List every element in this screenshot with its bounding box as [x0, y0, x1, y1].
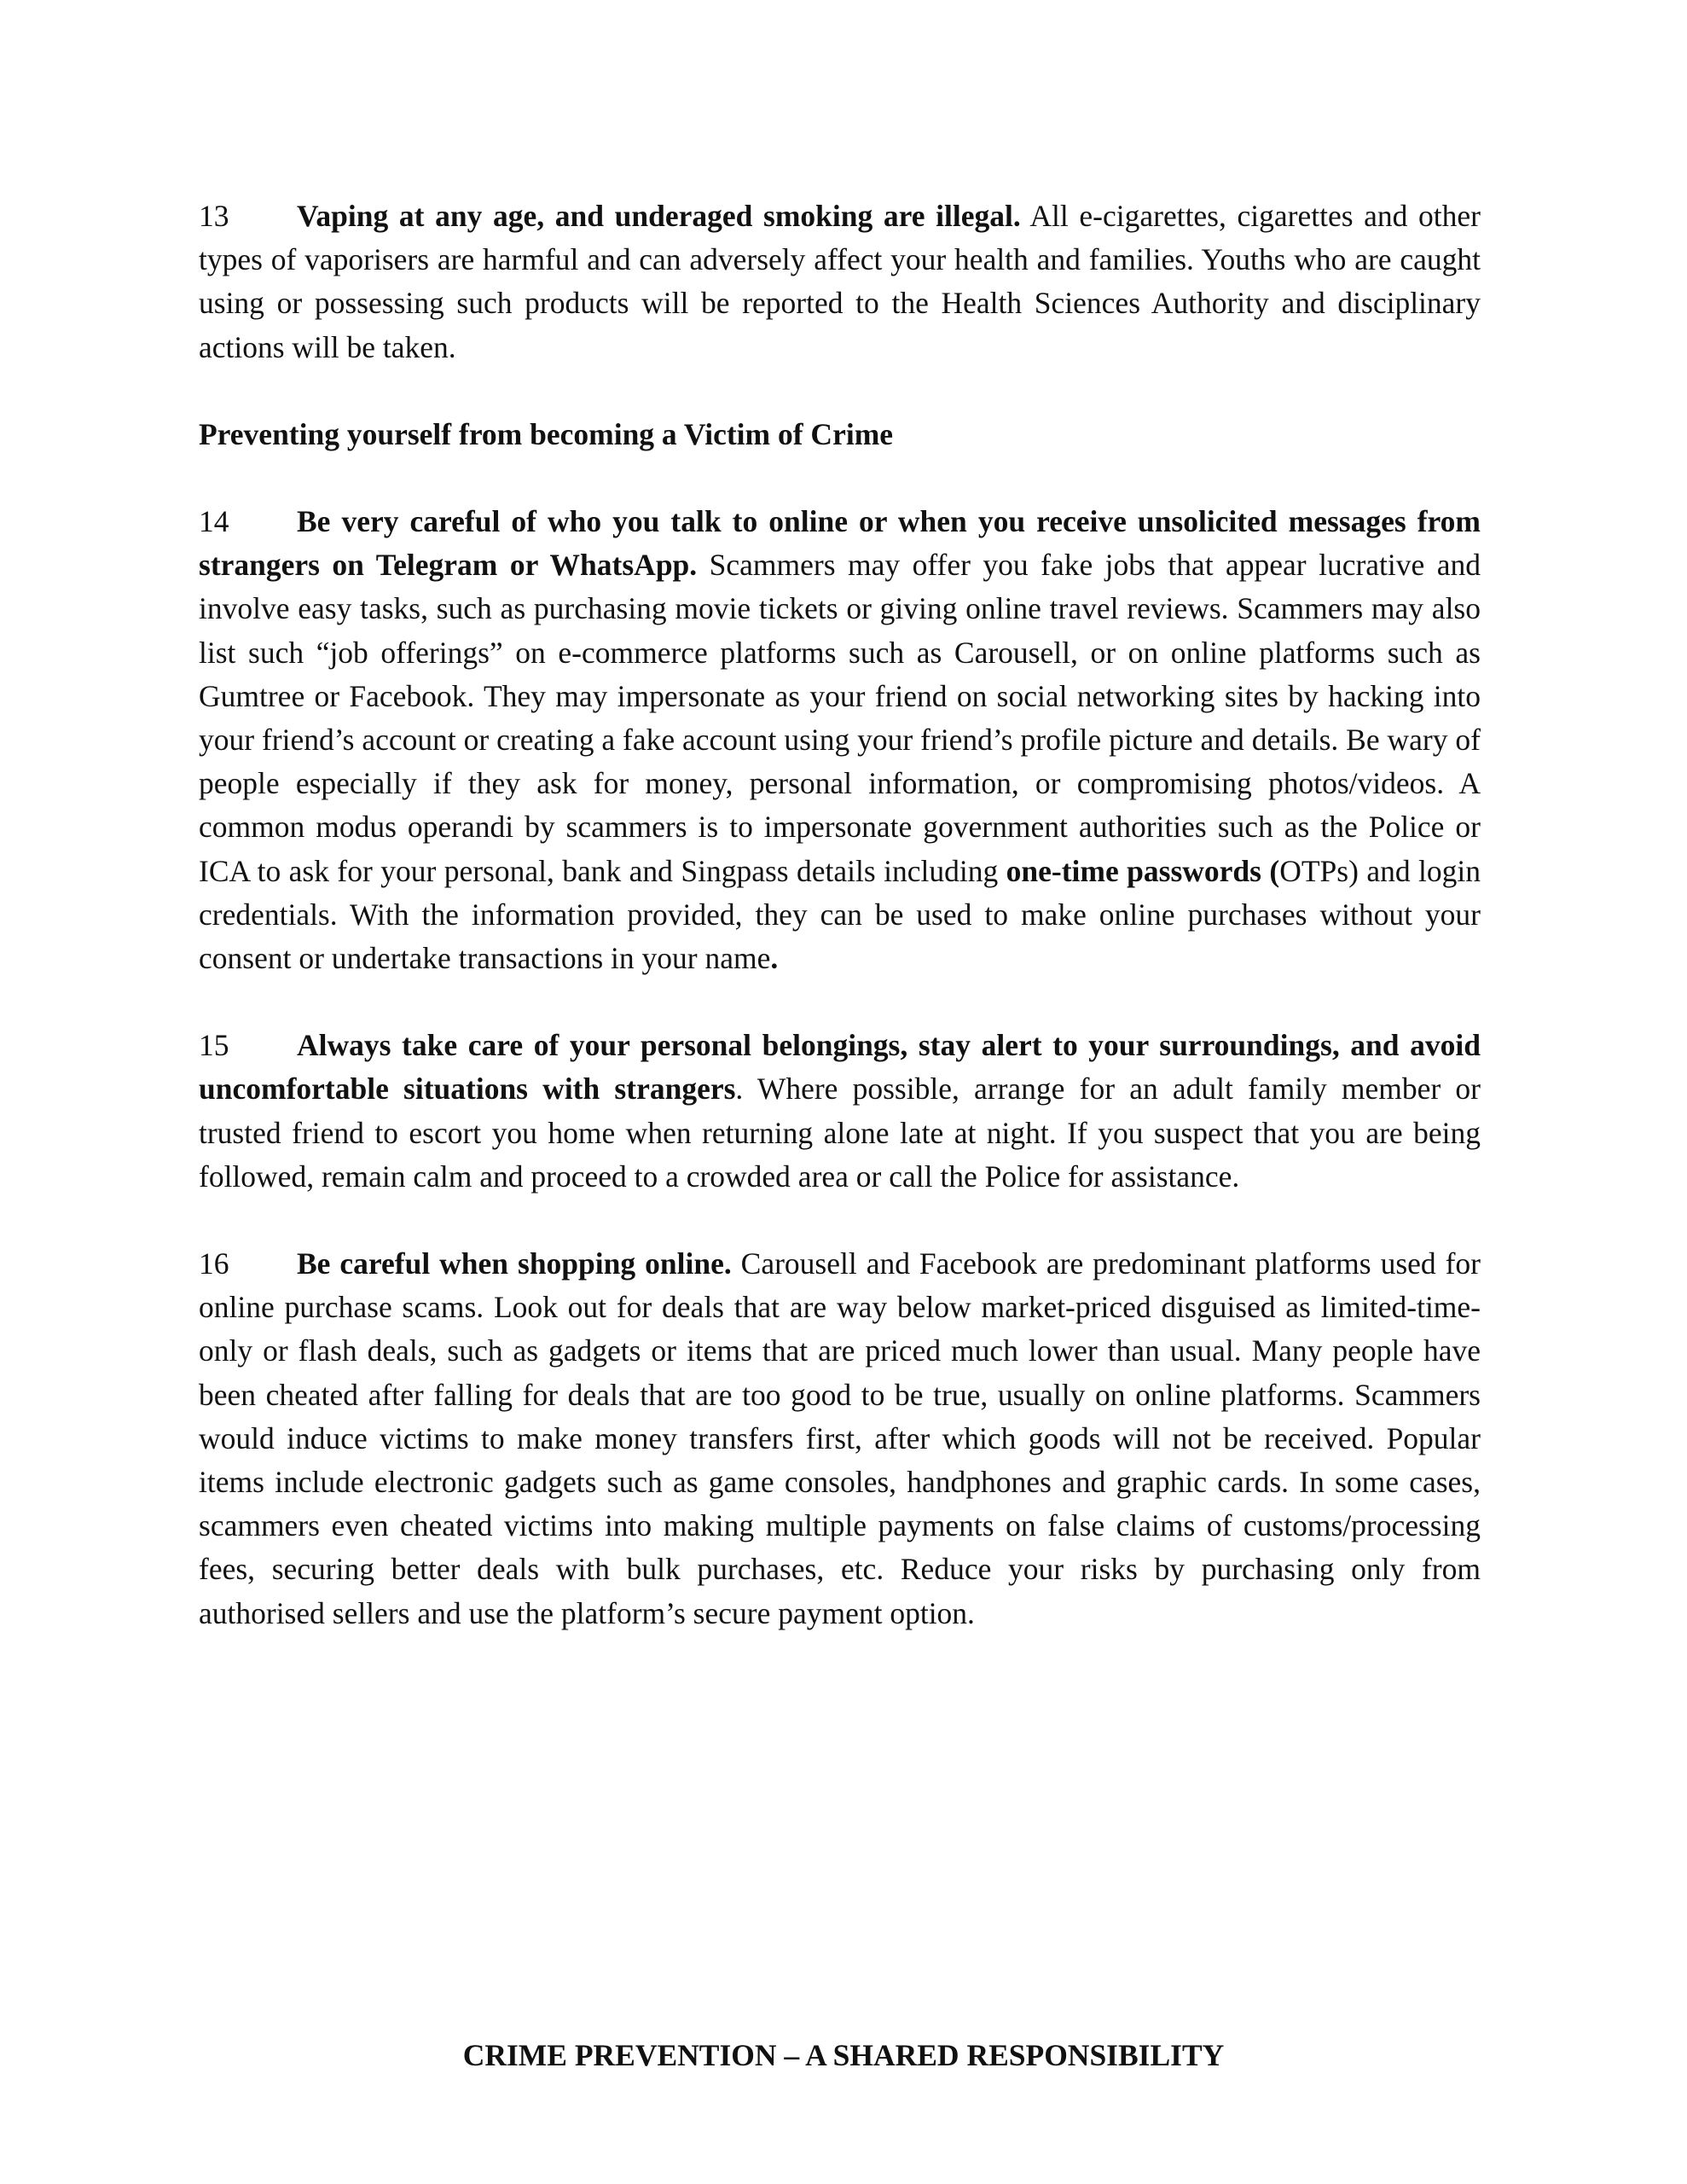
- paragraph-lead: Always take care of your personal belongings, stay alert to your surroundings, and avoid uncomfortable situations with strangers: [199, 1028, 1481, 1107]
- paragraph-lead: Vaping at any age, and underaged smoking are illegal.: [297, 199, 1021, 233]
- paragraph-body-continued: OTPs) and login credentials. With the information provided, they can be used to make online purchases without your consent or undertake transactions in your name: [199, 853, 1481, 976]
- paragraph-15: [199, 1024, 1481, 1199]
- page-footer: CRIME PREVENTION – A SHARED RESPONSIBILITY: [462, 2038, 1225, 2072]
- paragraph-body: Carousell and Facebook are predominant platforms used for online purchase scams. Look out for deals that are way below market-priced disguised as limited-time-only or flash deals, such as gadgets or items that are priced much lower than usual. Many people have been cheated after falling for deals that are too good to be true, usually on online platforms. Scammers would induce victims to make money transfers first, after which goods will not be received. Popular items include electronic gadgets such as game consoles, handphones and graphic cards. In some cases, scammers even cheated victims into making multiple payments on false claims of customs/processing fees, securing better deals with bulk purchases, etc. Reduce your risks by purchasing only from authorised sellers and use the platform’s secure payment option.: [199, 1246, 1481, 1630]
- paragraph-number: 15: [199, 1028, 229, 1063]
- document-page: [199, 195, 1481, 1679]
- section-heading: Preventing yourself from becoming a Victim of Crime: [199, 416, 894, 451]
- paragraph-lead: Be careful when shopping online.: [297, 1246, 732, 1281]
- paragraph-body: . Where possible, arrange for an adult family member or trusted friend to escort you home when returning alone late at night. If you suspect that you are being followed, remain calm and proceed to a crowded area or call the Police for assistance.: [199, 1072, 1481, 1194]
- bold-period: .: [770, 941, 779, 976]
- paragraph-lead: Be very careful of who you talk to online or when you receive unsolicited messages from strangers on Telegram or WhatsApp.: [199, 504, 1481, 583]
- paragraph-body: All e-cigarettes, cigarettes and other types of vaporisers are harmful and can adversely affect your health and families. Youths who are caught using or possessing such products will be reported to the Health Sciences Authority and disciplinary actions will be taken.: [199, 199, 1481, 364]
- paragraph-number: 13: [199, 199, 229, 233]
- bold-term: one-time passwords (: [1006, 853, 1280, 888]
- paragraph-14: [199, 500, 1481, 980]
- paragraph-number: 14: [199, 504, 229, 539]
- paragraph-number: 16: [199, 1246, 229, 1281]
- paragraph-body: Scammers may offer you fake jobs that appear lucrative and involve easy tasks, such as purchasing movie tickets or giving online travel reviews. Scammers may also list such “job offerings” on e-commerce platforms such as Carousell, or on online platforms such as Gumtree or Facebook. They may impersonate as your friend on social networking sites by hacking into your friend’s account or creating a fake account using your friend’s profile picture and details. Be wary of people especially if they ask for money, personal information, or compromising photos/videos. A common modus operandi by scammers is to impersonate government authorities such as the Police or ICA to ask for your personal, bank and Singpass details including: [199, 548, 1481, 888]
- paragraph-13: [199, 195, 1481, 369]
- paragraph-16: [199, 1242, 1481, 1635]
